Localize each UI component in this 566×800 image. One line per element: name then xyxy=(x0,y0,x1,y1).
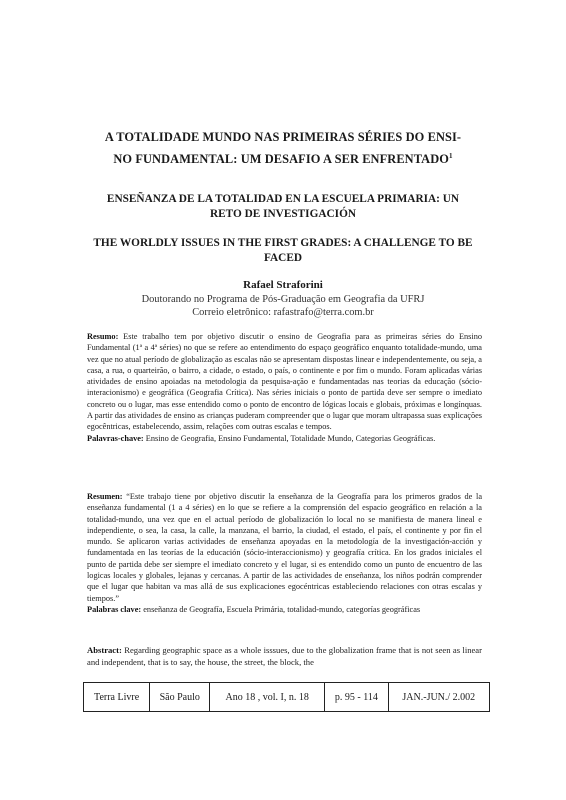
spanish-title-line-1: ENSEÑANZA DE LA TOTALIDAD EN LA ESCUELA PRIMARIA: UN xyxy=(106,193,460,205)
spanish-title xyxy=(82,192,484,222)
title-line-2 xyxy=(80,147,486,169)
footer-row xyxy=(84,683,490,712)
resumen-paragraph xyxy=(87,491,482,604)
spanish-title-line-2: RETO DE INVESTIGACIÓN xyxy=(209,208,357,220)
footer-date: JAN.-JUN./ 2.002 xyxy=(388,683,489,712)
palavras-text: Ensino de Geografia, Ensino Fundamental, Totalidade Mundo, Categorias Geográficas. xyxy=(145,433,436,443)
english-title-line-2: FACED xyxy=(263,252,303,264)
resumo-text: Este trabalho tem por objetivo discutir o ensino de Geografia para as primeiras séries do Ensino Fundamental (1ª a 4ª séries) no que se refere ao entendimento do espaço geográfico enquanto totalidade-mundo, uma vez que no atual período de globalização as escalas não se apresentam dispostas linear e independentemente, ou seja, a casa, a rua, o quarteirão, o bairro, a cidade, o estado, o país, o continente e por fim o mundo. Foram aplicadas várias atividades de ensino apoiadas na metodologia da pesquisa-ação e fundamentadas nas teorias da educação (sócio-interacionismo) e geográfica (Geografia Crítica). Nas séries iniciais o ponto de partida deve ser sempre o imediato concreto ou o lugar, mas esse entendido como o ponto de encontro de lógicas locais e globais, próximas e longínquas. A partir das atividades de ensino as crianças puderam compreender que o lugar que moram ultrapassa suas explicações egocêntricas, estabelecendo, assim, relações com outras escalas e tempos. xyxy=(87,332,482,432)
abstract-text: Regarding geographic space as a whole isssues, due to the globalization frame that is not seen as linear and independent, that is to say, the house, the street, the block, the xyxy=(87,645,482,667)
resumen-text: “Este trabajo tiene por objetivo discutir la enseñanza de la Geografía para los primeros grados de la enseñanza fundamental (1 a 4 séries) en lo que se refiere a la comprensión del espacio geográfico en relación a la totalidad-mundo, una vez que en el actual período de globalización lo local no se manifiesta de manera lineal e independiente, o sea, la casa, la calle, la manzana, el barrio, la ciudad, el estado, el país, el continente y por fin el mundo. Se aplicaron varias actividades de enseñanza apoyadas en la metodología de la investigación-acción y fundamentada en las teorías de la educación (sócio-interaccionismo) y geografía crítica. En los grados iniciales el punto de partida debe ser siempre el imediato concreto y el lugar, si es entendido como un punto de encuentro de las logicas locales y globales, lejanas y cercanas. A partir de las actividades de enseñanza, los niños podrán comprender que el lugar que habitan va mas allá de sus explicaciones egocéntricas estableciendo relaciones con otras escalas y tiempos.” xyxy=(87,492,483,603)
resumo-paragraph xyxy=(87,331,482,433)
resumen-label: Resumen: xyxy=(87,492,123,501)
footer-journal: Terra Livre xyxy=(84,683,150,712)
abstract-label: Abstract: xyxy=(87,645,122,655)
resumo-label: Resumo: xyxy=(87,332,119,341)
journal-footer xyxy=(83,682,490,712)
palabras-text: enseñanza de Geografía, Escuela Primária, totalidad-mundo, categorías geográficas xyxy=(143,604,421,614)
article-title xyxy=(80,128,486,169)
title-line-1: A TOTALIDADE MUNDO NAS PRIMEIRAS SÉRIES DO ENSI- xyxy=(104,130,462,144)
footer-city: São Paulo xyxy=(150,683,210,712)
author-email: Correio eletrônico: rafastrafo@terra.com.br xyxy=(192,307,374,318)
palabras-clave xyxy=(87,604,482,615)
author-affiliation: Doutorando no Programa de Pós-Graduação em Geografia da UFRJ xyxy=(141,294,425,305)
palavras-label: Palavras-chave: xyxy=(87,433,144,443)
palavras-chave xyxy=(87,433,482,444)
spanish-abstract xyxy=(87,491,482,615)
english-title xyxy=(82,236,484,266)
english-title-line-1: THE WORLDLY ISSUES IN THE FIRST GRADES: A CHALLENGE TO BE xyxy=(93,237,473,249)
title-footnote-marker: 1 xyxy=(449,152,453,160)
author-name: Rafael Straforini xyxy=(243,279,323,291)
footer-pages: p. 95 - 114 xyxy=(325,683,389,712)
portuguese-abstract xyxy=(87,331,482,444)
title-line-2-text: NO FUNDAMENTAL: UM DESAFIO A SER ENFRENTADO xyxy=(113,152,450,167)
palabras-label: Palabras clave: xyxy=(87,604,142,614)
english-abstract xyxy=(87,644,482,668)
footer-volume: Ano 18 , vol. I, n. 18 xyxy=(210,683,325,712)
